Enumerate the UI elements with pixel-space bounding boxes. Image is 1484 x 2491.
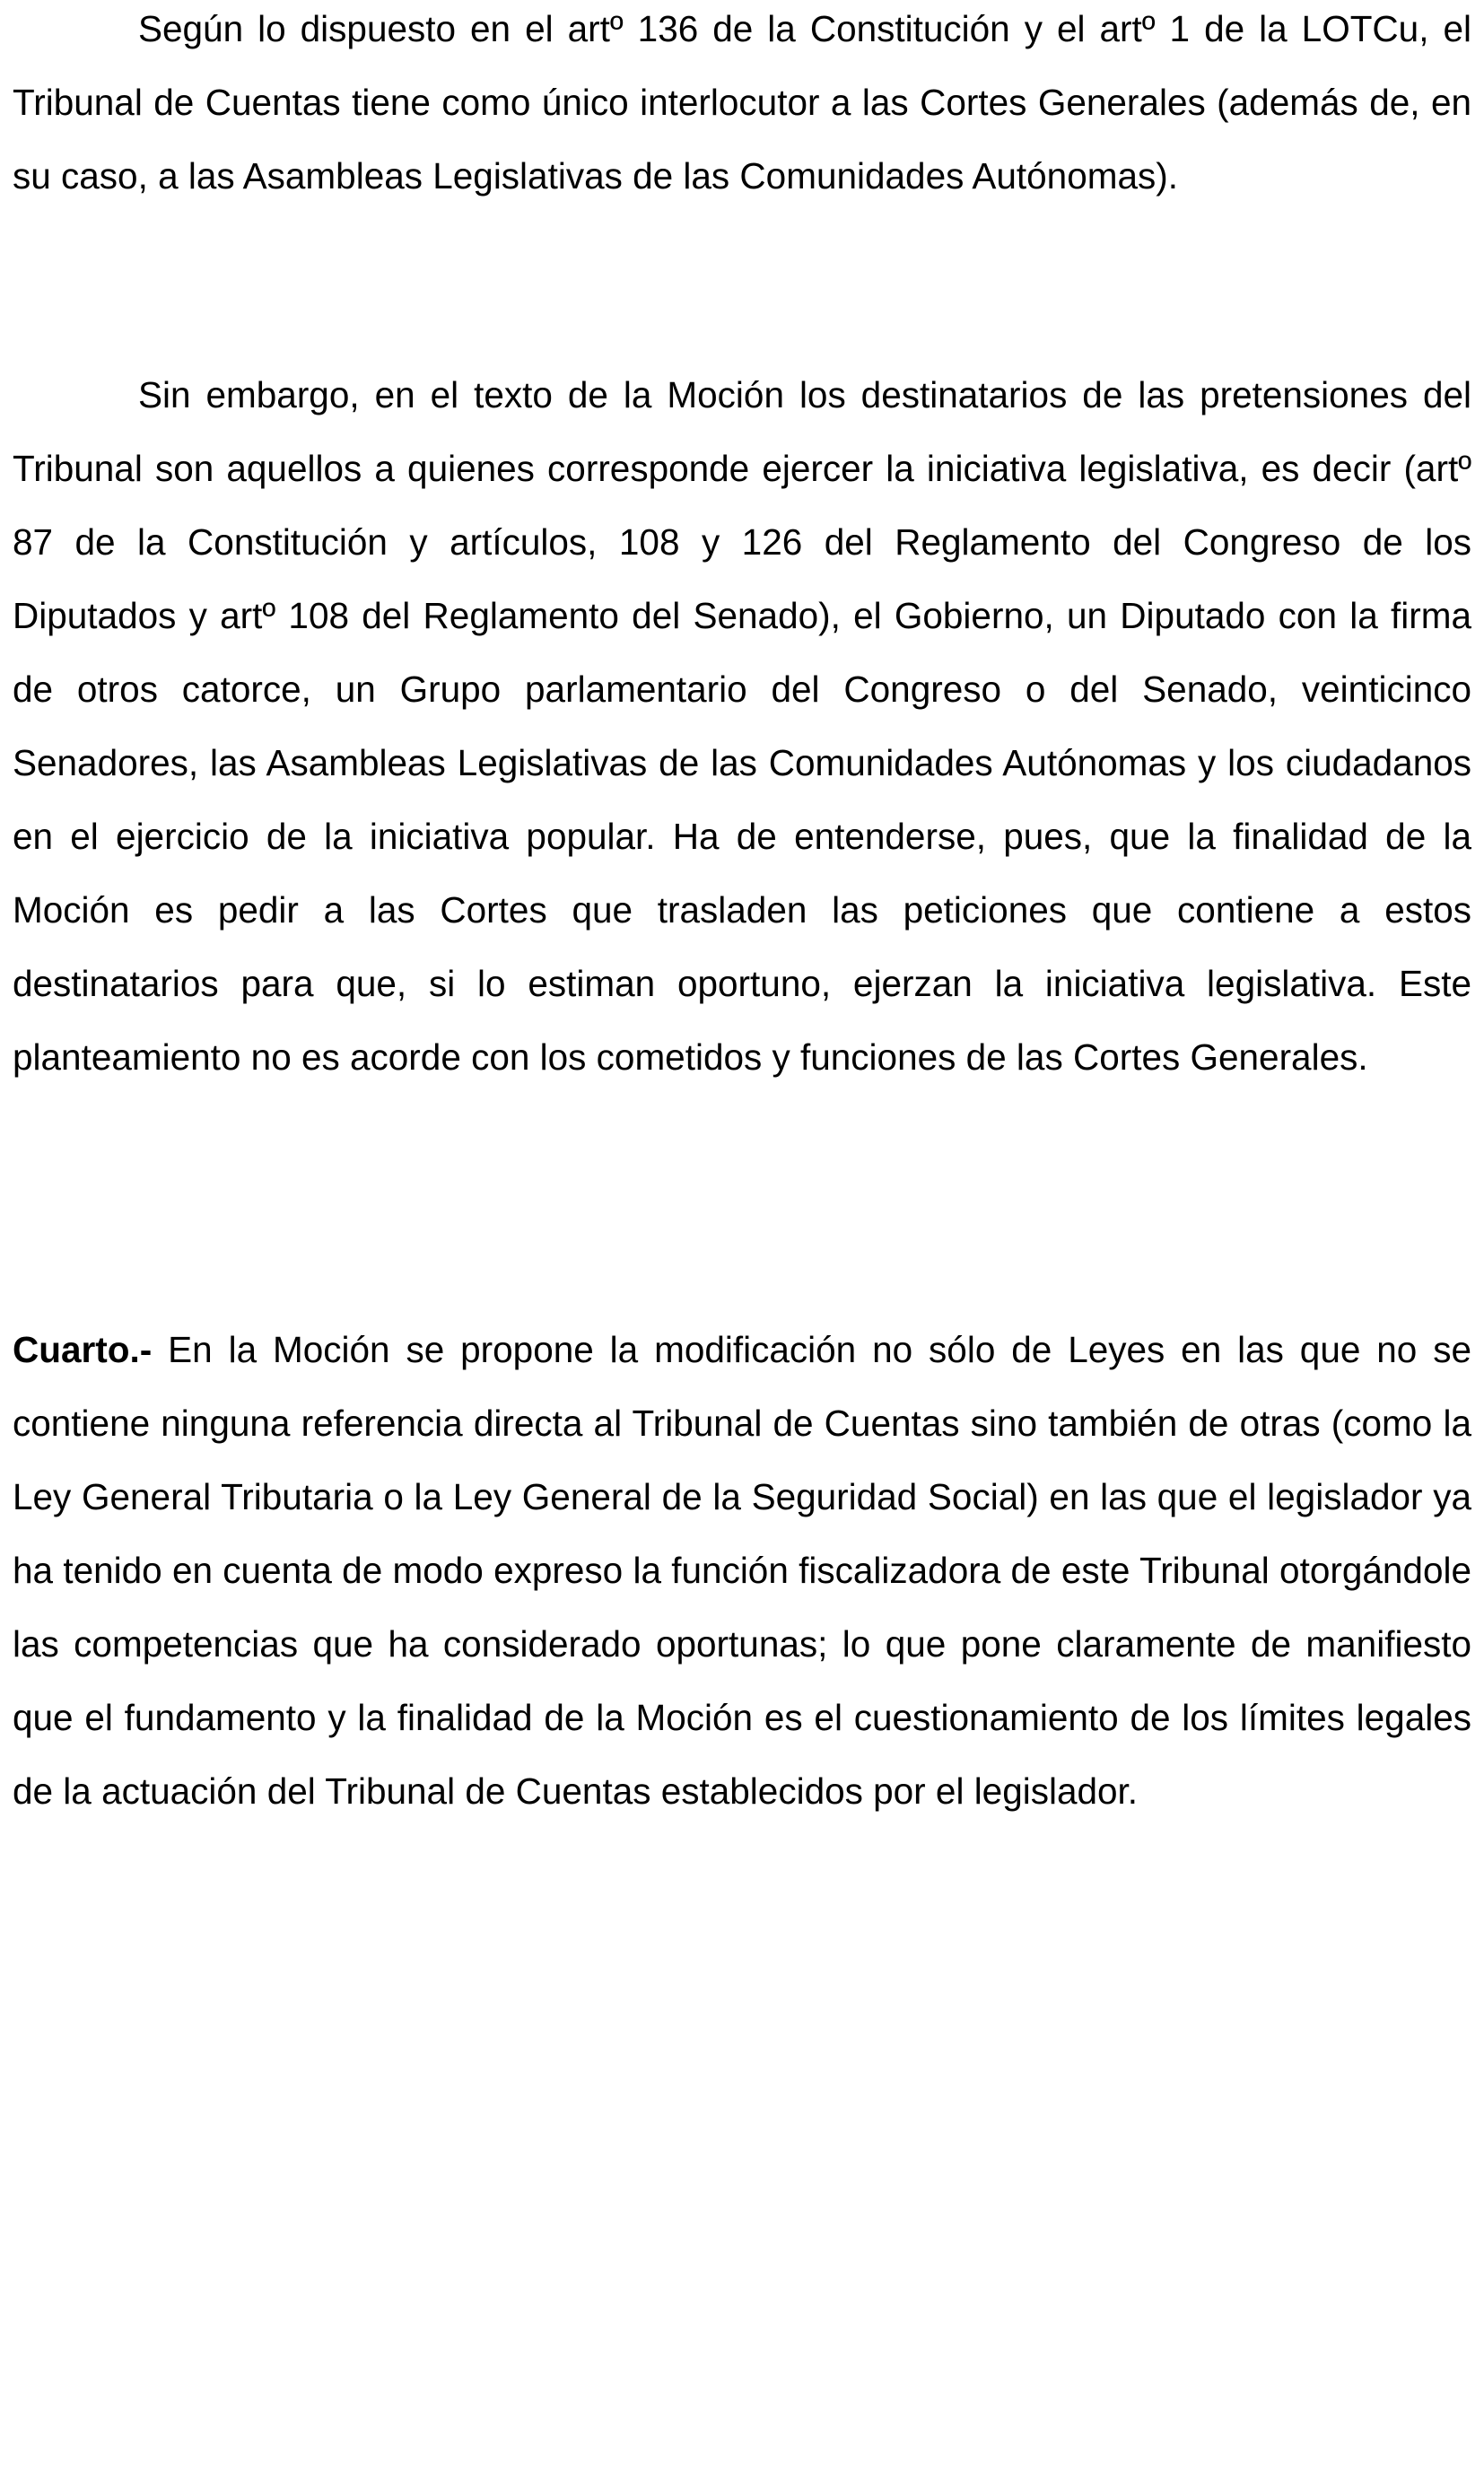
section-heading-cuarto: Cuarto.-	[13, 1329, 153, 1370]
paragraph-interlocutor: Según lo dispuesto en el artº 136 de la Constitución y el artº 1 de la LOTCu, el Tribunal de Cuentas tiene como único interlocutor a las Cortes Generales (además de, en su caso, a las Asambleas Legislativas de las Comunidades Autónomas).	[13, 8, 1471, 197]
paragraph-cuarto	[13, 1313, 1471, 1828]
paragraph-cuarto-text: En la Moción se propone la modificación no sólo de Leyes en las que no se contiene ninguna referencia directa al Tribunal de Cuentas sino también de otras (como la Ley General Tributaria o la Ley General de la Seguridad Social) en las que el legislador ya ha tenido en cuenta de modo expreso la función fiscalizadora de este Tribunal otorgándole las competencias que ha considerado oportunas; lo que pone claramente de manifiesto que el fundamento y la finalidad de la Moción es el cuestionamiento de los límites legales de la actuación del Tribunal de Cuentas establecidos por el legislador.	[13, 1329, 1471, 1812]
paragraph-destinatarios: Sin embargo, en el texto de la Moción los destinatarios de las pretensiones del Tribunal son aquellos a quienes corresponde ejercer la iniciativa legislativa, es decir (artº 87 de la Constitución y artículos, 108 y 126 del Reglamento del Congreso de los Diputados y artº 108 del Reglamento del Senado), el Gobierno, un Diputado con la firma de otros catorce, un Grupo parlamentario del Congreso o del Senado, veinticinco Senadores, las Asambleas Legislativas de las Comunidades Autónomas y los ciudadanos en el ejercicio de la iniciativa popular. Ha de entenderse, pues, que la finalidad de la Moción es pedir a las Cortes que trasladen las peticiones que contiene a estos destinatarios para que, si lo estiman oportuno, ejerzan la iniciativa legislativa. Este planteamiento no es acorde con los cometidos y funciones de las Cortes Generales.	[13, 374, 1471, 1078]
